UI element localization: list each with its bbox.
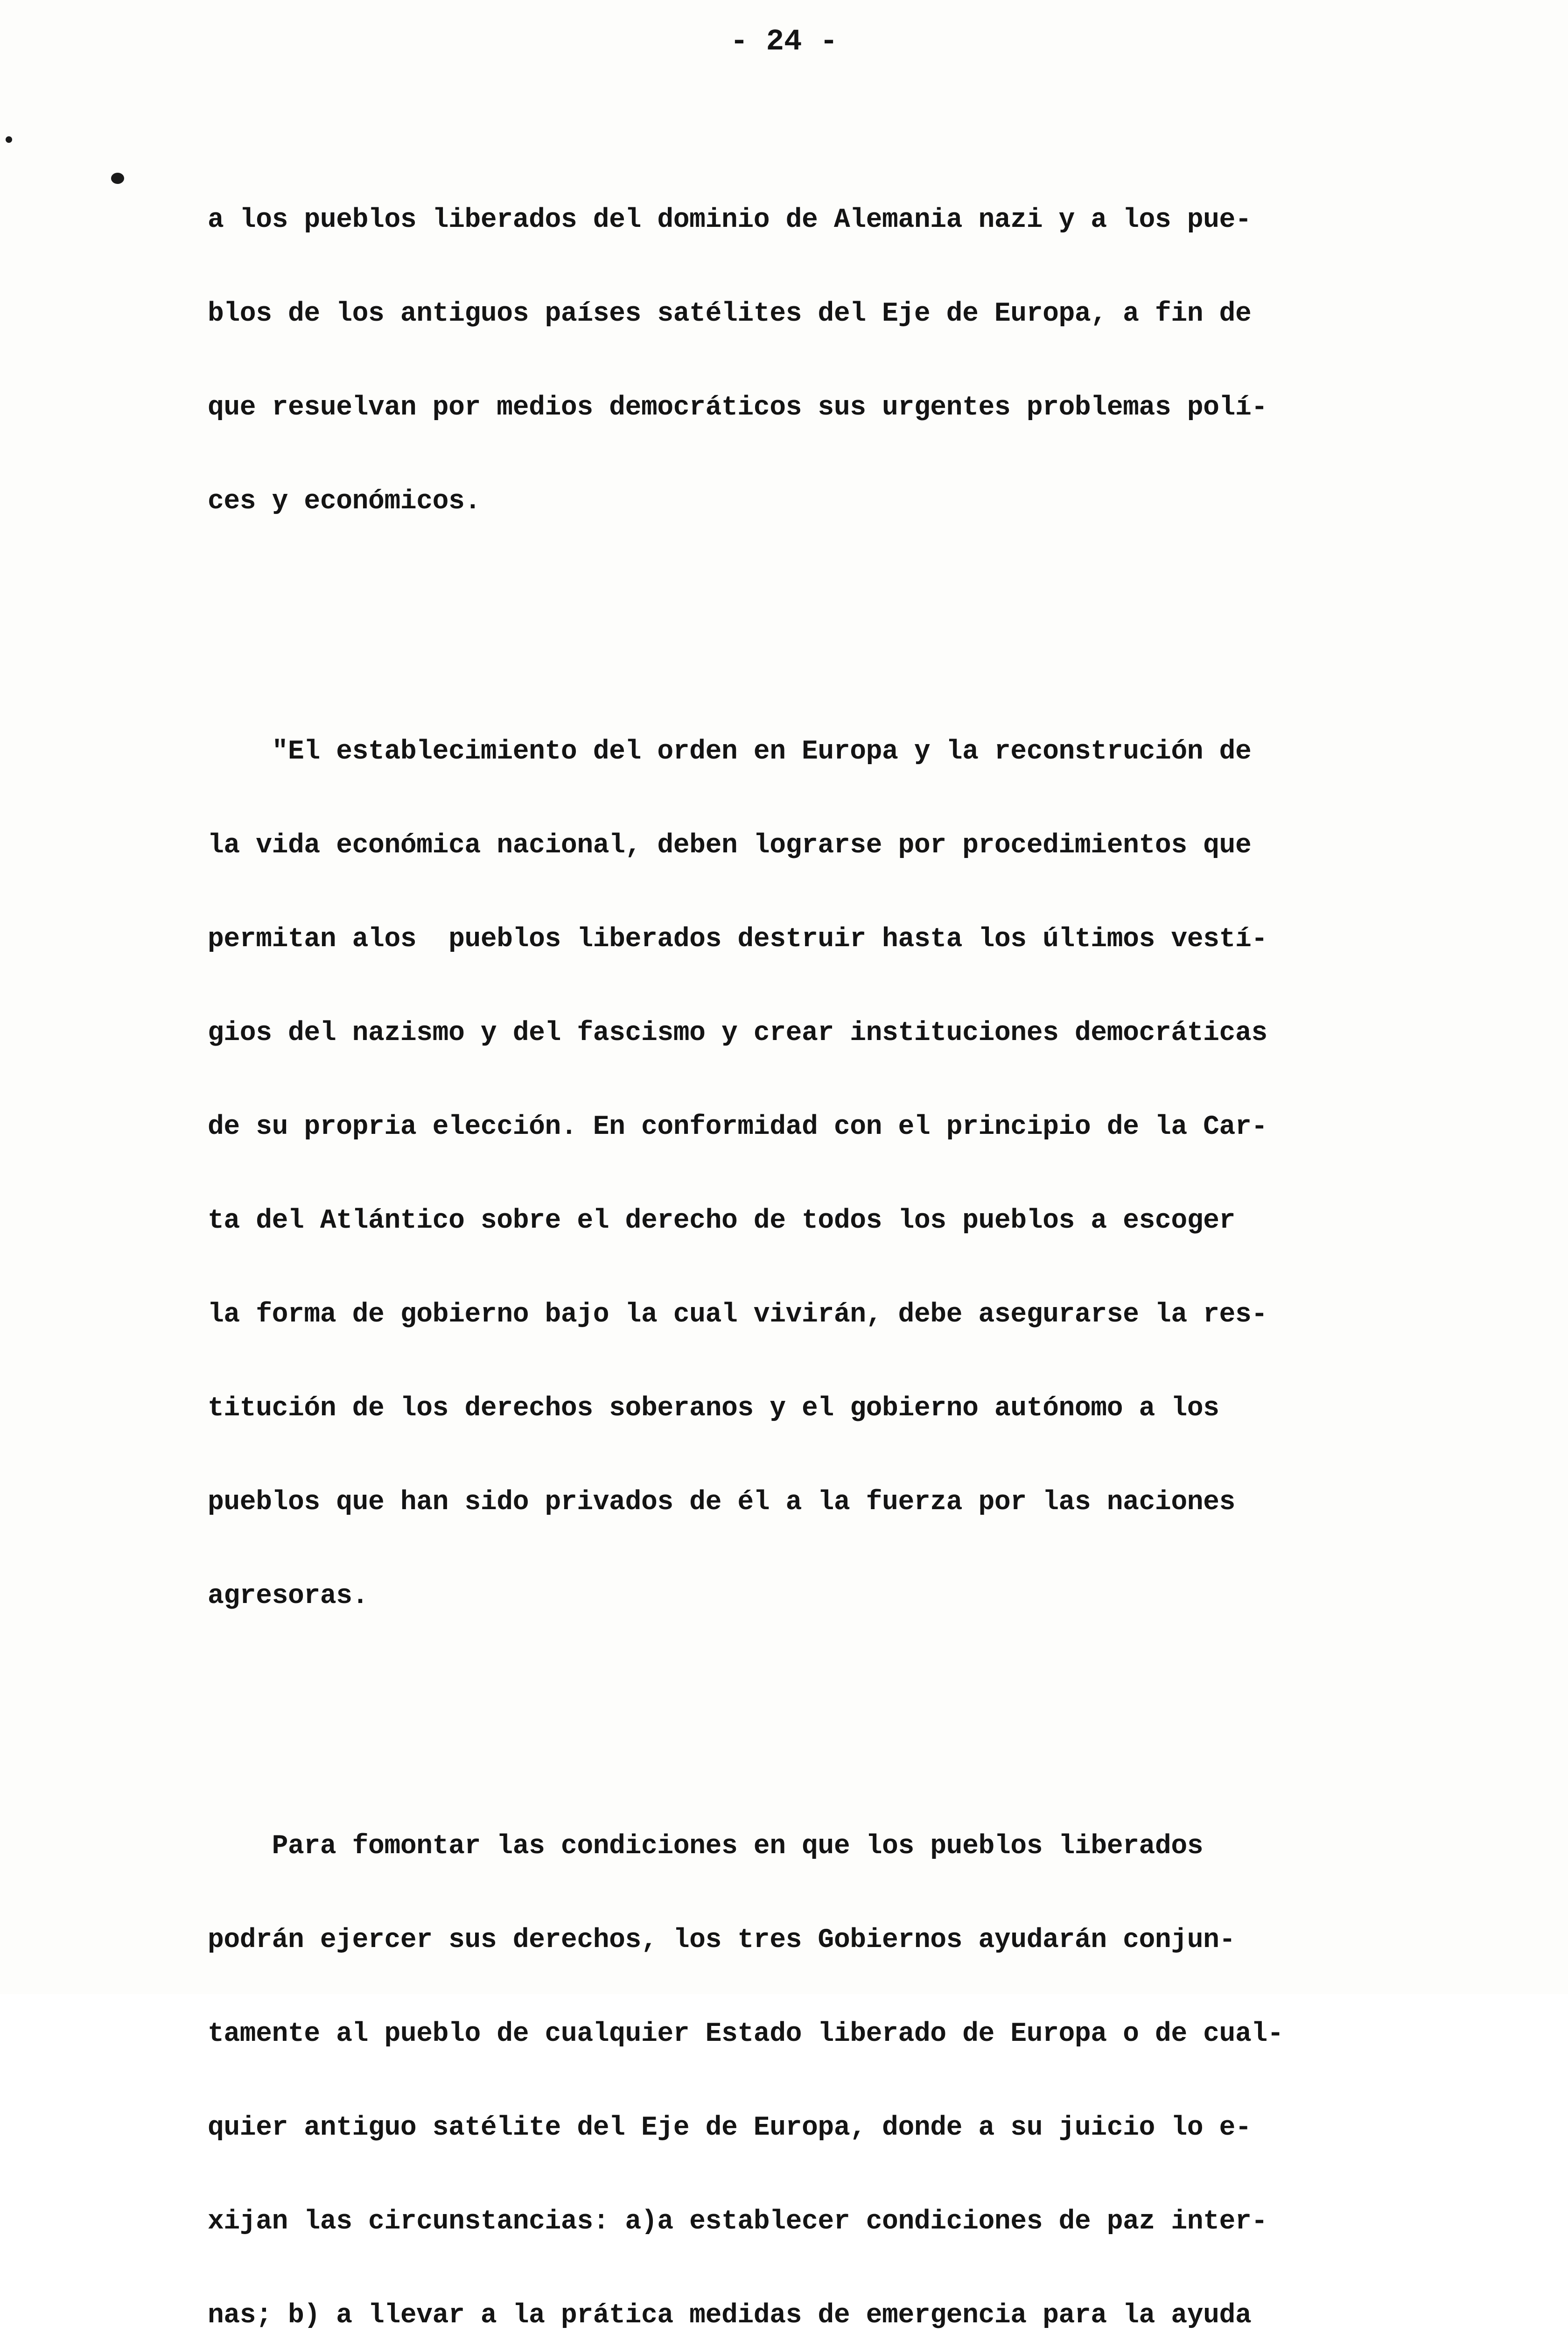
text-line: tamente al pueblo de cualquier Estado liberado de Europa o de cual- (208, 2019, 1284, 2049)
paragraph-3 (208, 1768, 1430, 2334)
page-number: - 24 - (730, 25, 838, 59)
margin-speck (6, 136, 12, 143)
text-line: que resuelvan por medios democráticos sus urgentes problemas polí- (208, 393, 1267, 423)
text-line: blos de los antiguos países satélites del Eje de Europa, a fin de (208, 299, 1252, 329)
text-line: ta del Atlántico sobre el derecho de todos los pueblos a escoger (208, 1206, 1235, 1236)
text-line: permitan alos pueblos liberados destruir hasta los últimos vestí- (208, 924, 1267, 955)
text-line: la vida económica nacional, deben lograrse por procedimientos que (208, 830, 1252, 861)
text-line: xijan las circunstancias: a)a establecer condiciones de paz inter- (208, 2207, 1267, 2237)
text-line: de su propria elección. En conformidad con el principio de la Car- (208, 1112, 1267, 1142)
text-line: podrán ejercer sus derechos, los tres Gobiernos ayudarán conjun- (208, 1925, 1235, 1955)
paragraph-1 (208, 142, 1430, 580)
text-line: gios del nazismo y del fascismo y crear instituciones democráticas (208, 1018, 1267, 1048)
paragraph-2 (208, 674, 1430, 1674)
text-line: agresoras. (208, 1581, 369, 1611)
text-line: ces y económicos. (208, 486, 481, 517)
text-line: "El establecimiento del orden en Europa y la reconstrución de (208, 737, 1252, 767)
text-line: nas; b) a llevar a la prática medidas de emergencia para la ayuda (208, 2300, 1252, 2331)
document-body (208, 79, 1430, 2334)
text-line: titución de los derechos soberanos y el gobierno autónomo a los (208, 1393, 1219, 1424)
text-line: pueblos que han sido privados de él a la fuerza por las naciones (208, 1487, 1235, 1518)
text-line: la forma de gobierno bajo la cual vivirán, debe asegurarse la res- (208, 1300, 1267, 1330)
text-line: quier antiguo satélite del Eje de Europa, donde a su juicio lo e- (208, 2113, 1252, 2143)
text-line: a los pueblos liberados del dominio de Alemania nazi y a los pue- (208, 205, 1252, 235)
text-line: Para fomontar las condiciones en que los pueblos liberados (208, 1831, 1204, 1862)
margin-speck (111, 173, 124, 184)
